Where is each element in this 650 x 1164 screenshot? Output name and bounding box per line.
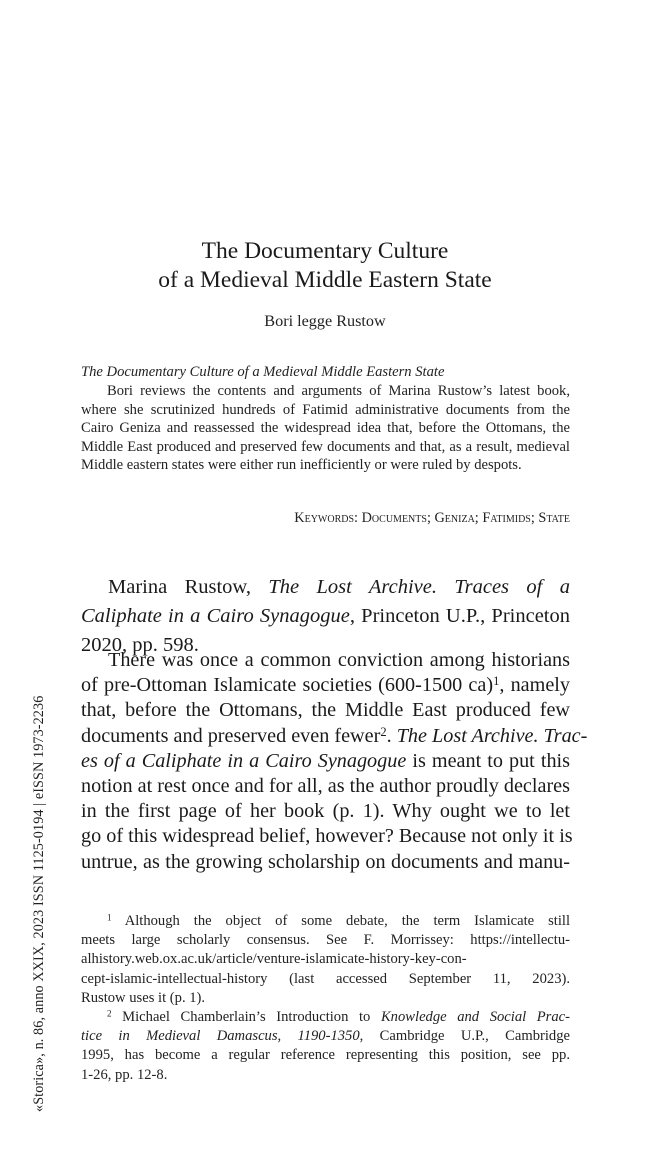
reviewed-book-reference xyxy=(81,573,570,660)
keywords-list: Documents; Geniza; Fatimids; State xyxy=(361,510,570,526)
body-line xyxy=(81,673,570,698)
footnotes xyxy=(81,912,570,1085)
footnote-1-line: Rustow uses it (p. 1). xyxy=(81,989,206,1006)
footnote-ref-2[interactable]: 2 xyxy=(380,724,387,739)
reference-book-title: The Lost Archive. Traces of a Caliphate in a Cairo Synagogue xyxy=(81,576,570,627)
abstract-body xyxy=(81,382,570,475)
footnote-1-line: cept-islamic-intellectual-history (last accessed September 11, 2023). xyxy=(81,970,570,987)
footnote-2-line xyxy=(81,1008,570,1027)
footnote-1-number: 1 xyxy=(107,912,112,923)
body-line: go of this widespread belief, however? Because not only it is xyxy=(81,825,573,848)
footnote-2-number: 2 xyxy=(107,1008,112,1019)
reference-author: Marina Rustow, xyxy=(108,576,269,598)
footnote-1-line: meets large scholarly consensus. See F. Morrissey: https://intellectu- xyxy=(81,932,570,949)
body-line: that, before the Ottomans, the Middle East produced few xyxy=(81,699,570,722)
article-author: Bori legge Rustow xyxy=(264,312,386,330)
body-line xyxy=(81,749,570,774)
body-text xyxy=(81,648,588,875)
body-book-title: The Lost Archive. Trac- xyxy=(396,724,588,747)
footnote-2-book-title: Knowledge and Social Prac- xyxy=(380,1008,571,1025)
body-line-text: , namely xyxy=(499,674,571,697)
abstract-title: The Documentary Culture of a Medieval Middle Eastern State xyxy=(81,364,445,380)
article-title-line-1: The Documentary Culture xyxy=(201,238,449,264)
body-line: untrue, as the growing scholarship on documents and manu- xyxy=(81,850,570,873)
body-line-text: . xyxy=(386,724,397,747)
footnote-1-text: Although the object of some debate, the term Islamicate still xyxy=(124,913,570,929)
journal-sidebar-citation: «Storica», n. 86, anno XXIX, 2023 ISSN 1125-0194 | eISSN 1973-2236 xyxy=(31,695,47,1112)
footnote-2-text: Michael Chamberlain’s Introduction to xyxy=(122,1008,381,1025)
article-title-line-2: of a Medieval Middle Eastern State xyxy=(158,267,492,293)
body-line-text: documents and preserved even fewer xyxy=(81,724,381,747)
reference-details: , Princeton U.P., Princeton 2020, pp. 598. xyxy=(81,605,570,656)
footnote-2-text: , Cambridge U.P., Cambridge xyxy=(359,1028,570,1045)
footnote-2-book-title: tice in Medieval Damascus, 1190-1350 xyxy=(81,1028,360,1045)
body-line-text: of pre-Ottoman Islamicate societies (600-1500 ca) xyxy=(81,674,494,697)
footnote-2-line: 1995, has become a regular reference representing this position, see pp. xyxy=(81,1047,570,1064)
body-book-title: es of a Caliphate in a Cairo Synagogue xyxy=(81,749,407,772)
body-line: There was once a common conviction among historians xyxy=(108,649,570,671)
abstract-text: Bori reviews the contents and arguments of Marina Rustow’s latest book, where she scrutinized hundreds of Fatimid administrative documents from the Cairo Geniza and reassessed the widespread idea that, before the Ottomans, the Middle East produced and preserved few documents and that, as a result, medieval Middle eastern states were either run inefficiently or were ruled by despots. xyxy=(81,383,570,473)
keywords-label: Keywords: xyxy=(294,510,359,526)
footnote-2-line xyxy=(81,1027,570,1046)
body-line: in the first page of her book (p. 1). Why ought we to let xyxy=(81,800,570,823)
footnote-ref-1[interactable]: 1 xyxy=(493,673,500,688)
body-line xyxy=(81,724,588,749)
footnote-2-line: 1-26, pp. 12-8. xyxy=(81,1066,168,1083)
footnote-1-line xyxy=(81,912,570,931)
footnote-1-url-line[interactable]: alhistory.web.ox.ac.uk/article/venture-islamicate-history-key-con- xyxy=(81,951,467,968)
body-line: notion at rest once and for all, as the author proudly declares xyxy=(81,774,570,797)
keywords-line xyxy=(81,509,570,527)
body-line-text: is meant to put this xyxy=(406,749,570,772)
